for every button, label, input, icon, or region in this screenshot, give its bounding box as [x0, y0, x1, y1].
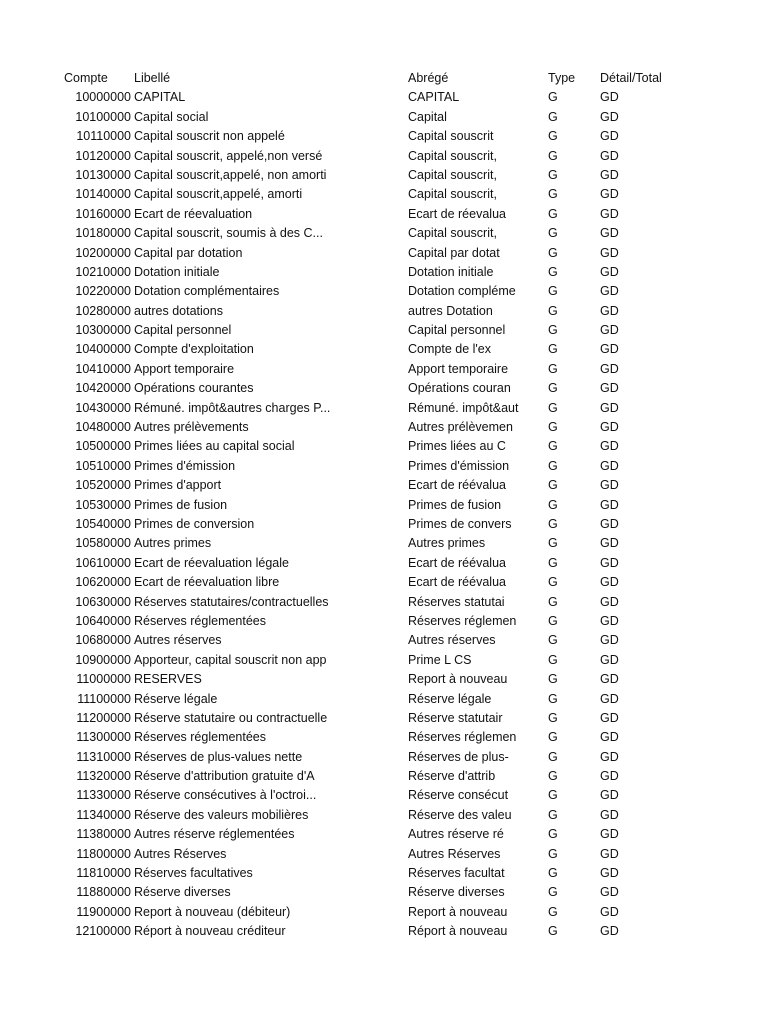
- cell-libelle: Réserves facultatives: [134, 866, 253, 881]
- cell-detail-total: GD: [600, 129, 619, 144]
- cell-compte: 11310000: [76, 749, 131, 764]
- cell-abrege: Ecart de réévalua: [408, 555, 506, 570]
- cell-type: G: [548, 458, 558, 473]
- cell-detail-total: GD: [600, 769, 619, 784]
- cell-type: G: [548, 633, 558, 648]
- cell-abrege: Capital souscrit,: [408, 187, 497, 202]
- table-row: [0, 321, 768, 340]
- cell-compte: 10520000: [75, 478, 131, 493]
- cell-libelle: Réserve consécutives à l'octroi...: [134, 788, 317, 803]
- cell-abrege: Dotation compléme: [408, 284, 516, 299]
- cell-abrege: Réserve légale: [408, 691, 492, 706]
- cell-type: G: [548, 613, 558, 628]
- cell-libelle: Dotation complémentaires: [134, 284, 280, 299]
- cell-compte: 10220000: [75, 284, 131, 299]
- cell-libelle: Capital personnel: [134, 323, 232, 338]
- cell-compte: 10680000: [75, 633, 131, 648]
- cell-libelle: Capital souscrit,appelé, amorti: [134, 187, 303, 202]
- cell-libelle: Autres prélèvements: [134, 420, 249, 435]
- table-row: [0, 476, 768, 495]
- cell-compte: 11330000: [76, 788, 131, 803]
- cell-type: G: [548, 575, 558, 590]
- cell-compte: 10640000: [75, 613, 131, 628]
- header-compte: Compte: [64, 71, 108, 85]
- cell-type: G: [548, 730, 558, 745]
- cell-type: G: [548, 245, 558, 260]
- cell-type: G: [548, 206, 558, 221]
- cell-compte: 10280000: [75, 303, 131, 318]
- cell-type: G: [548, 381, 558, 396]
- cell-libelle: Primes de conversion: [134, 516, 255, 531]
- header-detail-total: Détail/Total: [600, 71, 662, 85]
- cell-type: G: [548, 478, 558, 493]
- cell-detail-total: GD: [600, 575, 619, 590]
- cell-abrege: Primes d'émission: [408, 458, 510, 473]
- cell-type: G: [548, 749, 558, 764]
- cell-detail-total: GD: [600, 749, 619, 764]
- table-row: [0, 166, 768, 185]
- cell-abrege: Compte de l'ex: [408, 342, 491, 357]
- cell-type: G: [548, 109, 558, 124]
- cell-abrege: Autres réserves: [408, 633, 496, 648]
- table-row: [0, 631, 768, 650]
- cell-compte: 10510000: [75, 458, 131, 473]
- cell-libelle: Réserve des valeurs mobilières: [134, 807, 309, 822]
- cell-libelle: Autres réserve réglementées: [134, 827, 295, 842]
- table-row: [0, 379, 768, 398]
- cell-libelle: Réserve statutaire ou contractuelle: [134, 710, 328, 725]
- cell-libelle: autres dotations: [134, 303, 223, 318]
- cell-compte: 10500000: [75, 439, 131, 454]
- cell-compte: 10900000: [75, 652, 131, 667]
- cell-libelle: Autres réserves: [134, 633, 222, 648]
- cell-compte: 10480000: [75, 420, 131, 435]
- cell-detail-total: GD: [600, 458, 619, 473]
- cell-compte: 10610000: [75, 555, 131, 570]
- table-row: [0, 728, 768, 747]
- cell-compte: 11380000: [76, 827, 131, 842]
- cell-libelle: Ecart de réevaluation légale: [134, 555, 289, 570]
- table-row: [0, 88, 768, 107]
- cell-detail-total: GD: [600, 555, 619, 570]
- table-row: [0, 690, 768, 709]
- cell-type: G: [548, 516, 558, 531]
- cell-libelle: Primes liées au capital social: [134, 439, 295, 454]
- cell-abrege: CAPITAL: [408, 90, 460, 105]
- cell-detail-total: GD: [600, 361, 619, 376]
- cell-abrege: Réserve diverses: [408, 885, 505, 900]
- cell-libelle: Compte d'exploitation: [134, 342, 254, 357]
- cell-libelle: Report à nouveau (débiteur): [134, 904, 291, 919]
- cell-detail-total: GD: [600, 90, 619, 105]
- cell-abrege: Primes liées au C: [408, 439, 506, 454]
- cell-type: G: [548, 904, 558, 919]
- cell-detail-total: GD: [600, 478, 619, 493]
- cell-detail-total: GD: [600, 381, 619, 396]
- cell-abrege: Réserves réglemen: [408, 730, 517, 745]
- cell-compte: 10200000: [75, 245, 131, 260]
- cell-type: G: [548, 807, 558, 822]
- cell-detail-total: GD: [600, 885, 619, 900]
- cell-libelle: Primes d'émission: [134, 458, 236, 473]
- cell-compte: 10120000: [75, 148, 131, 163]
- cell-type: G: [548, 439, 558, 454]
- table-row: [0, 224, 768, 243]
- table-row: [0, 922, 768, 941]
- cell-abrege: Réserves de plus-: [408, 749, 509, 764]
- cell-abrege: Ecart de réévalua: [408, 575, 506, 590]
- cell-detail-total: GD: [600, 730, 619, 745]
- cell-libelle: Opérations courantes: [134, 381, 254, 396]
- cell-detail-total: GD: [600, 710, 619, 725]
- cell-type: G: [548, 594, 558, 609]
- cell-abrege: Prime L CS: [408, 652, 472, 667]
- cell-type: G: [548, 788, 558, 803]
- table-row: [0, 515, 768, 534]
- cell-abrege: Ecart de réévalua: [408, 478, 506, 493]
- cell-compte: 10580000: [75, 536, 131, 551]
- cell-detail-total: GD: [600, 788, 619, 803]
- cell-libelle: Réserves réglementées: [134, 730, 267, 745]
- cell-compte: 11320000: [76, 769, 131, 784]
- cell-libelle: Capital souscrit, appelé,non versé: [134, 148, 323, 163]
- table-row: [0, 709, 768, 728]
- table-row: [0, 903, 768, 922]
- table-header: [0, 69, 768, 88]
- table-row: [0, 340, 768, 359]
- cell-abrege: Réserve d'attrib: [408, 769, 496, 784]
- cell-libelle: Ecart de réevaluation: [134, 206, 253, 221]
- cell-type: G: [548, 846, 558, 861]
- cell-libelle: Primes d'apport: [134, 478, 222, 493]
- cell-abrege: Capital souscrit,: [408, 167, 497, 182]
- cell-compte: 11900000: [76, 904, 131, 919]
- cell-type: G: [548, 187, 558, 202]
- cell-type: G: [548, 555, 558, 570]
- cell-compte: 11880000: [76, 885, 131, 900]
- cell-type: G: [548, 536, 558, 551]
- table-row: [0, 282, 768, 301]
- cell-detail-total: GD: [600, 613, 619, 628]
- cell-type: G: [548, 769, 558, 784]
- cell-abrege: Autres prélèvemen: [408, 420, 513, 435]
- cell-detail-total: GD: [600, 148, 619, 163]
- cell-libelle: Réserves réglementées: [134, 613, 267, 628]
- table-row: [0, 786, 768, 805]
- cell-detail-total: GD: [600, 691, 619, 706]
- table-row: [0, 612, 768, 631]
- cell-compte: 10630000: [75, 594, 131, 609]
- cell-abrege: Rémuné. impôt&aut: [408, 400, 519, 415]
- cell-abrege: Capital souscrit,: [408, 226, 497, 241]
- cell-detail-total: GD: [600, 264, 619, 279]
- cell-compte: 10110000: [76, 129, 131, 144]
- cell-compte: 10000000: [75, 90, 131, 105]
- cell-compte: 11000000: [76, 672, 131, 687]
- cell-libelle: Réserve d'attribution gratuite d'A: [134, 769, 315, 784]
- cell-compte: 10410000: [75, 361, 131, 376]
- table-row: [0, 147, 768, 166]
- cell-libelle: Capital par dotation: [134, 245, 243, 260]
- table-row: [0, 864, 768, 883]
- cell-libelle: Autres Réserves: [134, 846, 227, 861]
- cell-libelle: Ecart de réevaluation libre: [134, 575, 280, 590]
- cell-compte: 10160000: [75, 206, 131, 221]
- cell-abrege: Primes de convers: [408, 516, 512, 531]
- cell-type: G: [548, 866, 558, 881]
- cell-libelle: Dotation initiale: [134, 264, 220, 279]
- cell-compte: 10130000: [75, 167, 131, 182]
- cell-type: G: [548, 148, 558, 163]
- cell-libelle: Rémuné. impôt&autres charges P...: [134, 400, 331, 415]
- cell-abrege: Capital par dotat: [408, 245, 500, 260]
- cell-abrege: Report à nouveau: [408, 904, 508, 919]
- cell-detail-total: GD: [600, 245, 619, 260]
- cell-abrege: Opérations couran: [408, 381, 511, 396]
- cell-detail-total: GD: [600, 420, 619, 435]
- table-row: [0, 205, 768, 224]
- table-row: [0, 825, 768, 844]
- cell-compte: 11200000: [76, 710, 131, 725]
- table-row: [0, 748, 768, 767]
- cell-abrege: autres Dotation: [408, 303, 493, 318]
- table-row: [0, 670, 768, 689]
- cell-abrege: Ecart de réevalua: [408, 206, 506, 221]
- cell-compte: 11810000: [76, 866, 131, 881]
- cell-libelle: Autres primes: [134, 536, 212, 551]
- cell-detail-total: GD: [600, 400, 619, 415]
- cell-detail-total: GD: [600, 924, 619, 939]
- cell-detail-total: GD: [600, 827, 619, 842]
- cell-abrege: Réserves statutai: [408, 594, 505, 609]
- cell-compte: 11800000: [76, 846, 131, 861]
- cell-detail-total: GD: [600, 633, 619, 648]
- cell-detail-total: GD: [600, 303, 619, 318]
- cell-detail-total: GD: [600, 866, 619, 881]
- cell-type: G: [548, 361, 558, 376]
- cell-type: G: [548, 497, 558, 512]
- cell-abrege: Primes de fusion: [408, 497, 502, 512]
- cell-detail-total: GD: [600, 807, 619, 822]
- cell-detail-total: GD: [600, 594, 619, 609]
- cell-compte: 10140000: [75, 187, 131, 202]
- cell-detail-total: GD: [600, 439, 619, 454]
- cell-compte: 10210000: [75, 264, 131, 279]
- cell-abrege: Autres primes: [408, 536, 486, 551]
- cell-abrege: Autres Réserves: [408, 846, 501, 861]
- cell-abrege: Autres réserve ré: [408, 827, 504, 842]
- cell-detail-total: GD: [600, 206, 619, 221]
- cell-compte: 10620000: [75, 575, 131, 590]
- cell-type: G: [548, 691, 558, 706]
- cell-type: G: [548, 323, 558, 338]
- cell-abrege: Capital souscrit,: [408, 148, 497, 163]
- cell-abrege: Capital personnel: [408, 323, 506, 338]
- cell-abrege: Réserves réglemen: [408, 613, 517, 628]
- cell-type: G: [548, 672, 558, 687]
- cell-abrege: Capital: [408, 109, 447, 124]
- cell-type: G: [548, 226, 558, 241]
- cell-libelle: Apporteur, capital souscrit non app: [134, 652, 327, 667]
- table-row: [0, 185, 768, 204]
- table-row: [0, 573, 768, 592]
- table-row: [0, 127, 768, 146]
- cell-detail-total: GD: [600, 904, 619, 919]
- table-row: [0, 108, 768, 127]
- table-row: [0, 302, 768, 321]
- cell-type: G: [548, 90, 558, 105]
- cell-compte: 10420000: [75, 381, 131, 396]
- cell-compte: 12100000: [75, 924, 131, 939]
- cell-detail-total: GD: [600, 652, 619, 667]
- cell-detail-total: GD: [600, 167, 619, 182]
- cell-libelle: Capital souscrit,appelé, non amorti: [134, 167, 327, 182]
- cell-abrege: Réserve des valeu: [408, 807, 512, 822]
- table-body: [0, 88, 768, 941]
- table-row: [0, 845, 768, 864]
- cell-libelle: Réserve diverses: [134, 885, 231, 900]
- cell-type: G: [548, 710, 558, 725]
- table-row: [0, 806, 768, 825]
- cell-compte: 11100000: [77, 691, 131, 706]
- cell-libelle: Réport à nouveau créditeur: [134, 924, 286, 939]
- cell-detail-total: GD: [600, 323, 619, 338]
- cell-libelle: Capital social: [134, 109, 209, 124]
- cell-abrege: Dotation initiale: [408, 264, 494, 279]
- cell-detail-total: GD: [600, 536, 619, 551]
- table-row: [0, 457, 768, 476]
- table-row: [0, 418, 768, 437]
- cell-detail-total: GD: [600, 672, 619, 687]
- cell-compte: 10430000: [75, 400, 131, 415]
- cell-abrege: Apport temporaire: [408, 361, 509, 376]
- cell-detail-total: GD: [600, 342, 619, 357]
- accounts-table: [0, 69, 768, 942]
- cell-libelle: Capital souscrit, soumis à des C...: [134, 226, 323, 241]
- table-row: [0, 883, 768, 902]
- cell-abrege: Capital souscrit: [408, 129, 494, 144]
- table-row: [0, 360, 768, 379]
- cell-compte: 10400000: [75, 342, 131, 357]
- cell-compte: 10540000: [75, 516, 131, 531]
- cell-abrege: Réserve consécut: [408, 788, 509, 803]
- cell-detail-total: GD: [600, 284, 619, 299]
- cell-compte: 11300000: [76, 730, 131, 745]
- cell-compte: 10100000: [75, 109, 131, 124]
- cell-type: G: [548, 924, 558, 939]
- cell-type: G: [548, 167, 558, 182]
- cell-compte: 11340000: [76, 807, 131, 822]
- cell-type: G: [548, 827, 558, 842]
- cell-abrege: Réserves facultat: [408, 866, 505, 881]
- cell-libelle: Réserves de plus-values nette: [134, 749, 303, 764]
- table-row: [0, 593, 768, 612]
- cell-libelle: Capital souscrit non appelé: [134, 129, 285, 144]
- cell-abrege: Report à nouveau: [408, 672, 508, 687]
- cell-libelle: Apport temporaire: [134, 361, 235, 376]
- cell-libelle: Primes de fusion: [134, 497, 228, 512]
- header-abrege: Abrégé: [408, 71, 449, 85]
- cell-detail-total: GD: [600, 516, 619, 531]
- cell-detail-total: GD: [600, 497, 619, 512]
- cell-detail-total: GD: [600, 226, 619, 241]
- table-row: [0, 399, 768, 418]
- cell-type: G: [548, 129, 558, 144]
- cell-compte: 10530000: [75, 497, 131, 512]
- cell-libelle: Réserve légale: [134, 691, 218, 706]
- table-row: [0, 496, 768, 515]
- table-row: [0, 244, 768, 263]
- cell-type: G: [548, 400, 558, 415]
- table-row: [0, 437, 768, 456]
- table-row: [0, 554, 768, 573]
- cell-type: G: [548, 303, 558, 318]
- cell-abrege: Réserve statutair: [408, 710, 503, 725]
- cell-type: G: [548, 284, 558, 299]
- cell-type: G: [548, 264, 558, 279]
- cell-type: G: [548, 885, 558, 900]
- cell-type: G: [548, 420, 558, 435]
- table-row: [0, 651, 768, 670]
- cell-libelle: CAPITAL: [134, 90, 186, 105]
- cell-libelle: Réserves statutaires/contractuelles: [134, 594, 329, 609]
- cell-compte: 10180000: [75, 226, 131, 241]
- cell-type: G: [548, 652, 558, 667]
- header-type: Type: [548, 71, 576, 85]
- cell-detail-total: GD: [600, 187, 619, 202]
- cell-type: G: [548, 342, 558, 357]
- cell-abrege: Réport à nouveau: [408, 924, 508, 939]
- header-libelle: Libellé: [134, 71, 171, 85]
- cell-libelle: RESERVES: [134, 672, 202, 687]
- cell-detail-total: GD: [600, 109, 619, 124]
- table-row: [0, 263, 768, 282]
- cell-compte: 10300000: [75, 323, 131, 338]
- table-row: [0, 534, 768, 553]
- table-row: [0, 767, 768, 786]
- cell-detail-total: GD: [600, 846, 619, 861]
